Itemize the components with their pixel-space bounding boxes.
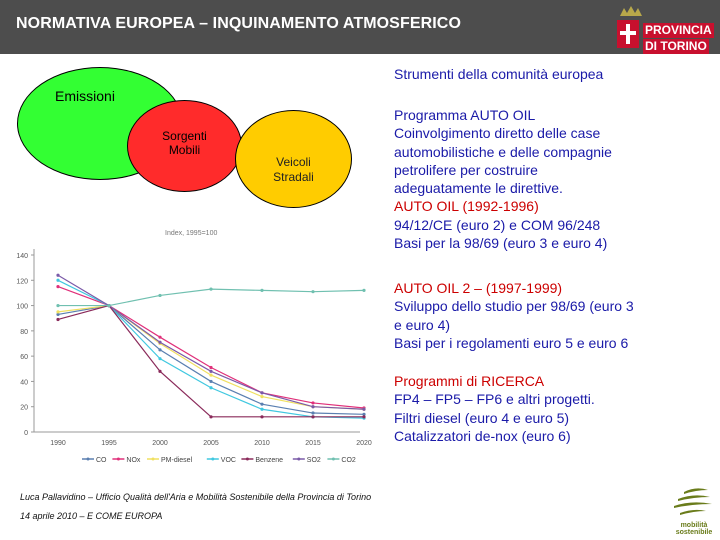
legend-marker-so2: [297, 458, 300, 461]
legend-label-benzene: Benzene: [255, 457, 284, 464]
series-line-pm-diesel: [58, 306, 364, 410]
page-title: NORMATIVA EUROPEA – INQUINAMENTO ATMOSFERICO: [16, 15, 462, 32]
block1-line-0: Programma AUTO OIL: [394, 107, 536, 123]
series-point-pm-diesel: [56, 310, 59, 313]
series-point-voc: [158, 357, 161, 360]
x-tick-label: 2000: [152, 440, 168, 447]
series-point-co2: [158, 294, 161, 297]
series-point-so2: [260, 391, 263, 394]
series-point-benzene: [209, 415, 212, 418]
block3-line-0: FP4 – FP5 – FP6 e altri progetti.: [394, 391, 595, 408]
legend-label-co2: CO2: [341, 457, 356, 464]
auto-oil-2-block: [394, 279, 634, 352]
legend-marker-nox: [117, 458, 120, 461]
y-tick-label: 0: [24, 430, 28, 437]
series-point-co2: [311, 290, 314, 293]
y-tick-label: 60: [20, 354, 28, 362]
series-point-co2: [107, 304, 110, 307]
x-tick-label: 1990: [50, 440, 66, 447]
block2-line-2: Basi per i regolamenti euro 5 e euro 6: [394, 334, 629, 351]
block2-heading: AUTO OIL 2 – (1997-1999): [394, 280, 563, 296]
series-point-benzene: [56, 318, 59, 321]
series-line-nox: [58, 287, 364, 408]
series-point-nox: [311, 401, 314, 404]
legend-marker-benzene: [246, 458, 249, 461]
emissions-index-chart: [0, 210, 380, 470]
series-point-co2: [260, 289, 263, 292]
legend-label-nox: NOx: [126, 457, 141, 464]
series-line-co: [58, 306, 364, 415]
mobilita-sostenibile-logo: [666, 486, 716, 538]
series-point-co: [209, 380, 212, 383]
legend-marker-pm-diesel: [152, 458, 155, 461]
x-tick-label: 2010: [254, 440, 270, 447]
auto-oil-block: [394, 106, 612, 252]
series-point-so2: [362, 408, 365, 411]
series-point-so2: [311, 405, 314, 408]
series-point-nox: [158, 336, 161, 339]
block1-line-b-0: 94/12/CE (euro 2) e COM 96/248: [394, 216, 601, 233]
block2-line-0: Sviluppo dello studio per 98/69 (euro 3: [394, 298, 634, 315]
x-tick-label: 2020: [356, 440, 372, 447]
x-tick-label: 1995: [101, 440, 117, 447]
y-tick-label: 140: [16, 253, 28, 260]
series-point-so2: [56, 274, 59, 277]
block1-lines: [394, 106, 612, 197]
series-line-voc: [58, 280, 364, 418]
x-tick-label: 2015: [305, 440, 321, 447]
block1-line-2: automobilistiche e delle compagnie: [394, 143, 612, 160]
series-point-voc: [260, 408, 263, 411]
series-point-benzene: [158, 370, 161, 373]
chart-title: Index, 1995=100: [165, 230, 218, 237]
veicoli-stradali-label: [273, 155, 314, 185]
series-point-nox: [56, 285, 59, 288]
legend-marker-co: [87, 458, 90, 461]
y-tick-label: 80: [20, 328, 28, 336]
logo-word-mobilita: mobilità: [680, 522, 708, 529]
series-point-so2: [158, 341, 161, 344]
legend-marker-co2: [332, 458, 335, 461]
block1-line-b-1: Basi per la 98/69 (euro 3 e euro 4): [394, 235, 608, 252]
series-point-co2: [362, 289, 365, 292]
sorgenti-mobili-label: [162, 129, 207, 157]
series-point-co: [158, 348, 161, 351]
legend-label-so2: SO2: [306, 457, 321, 464]
legend-marker-voc: [211, 458, 214, 461]
mobili-label: Mobili: [168, 143, 201, 157]
cross-shield-icon: [617, 20, 639, 48]
veicoli-label: Veicoli: [276, 155, 311, 169]
legend-label-co: CO: [96, 457, 107, 464]
y-tick-label: 40: [20, 379, 28, 387]
sorgenti-mobili-ellipse: [127, 100, 242, 192]
block1-line-1: Coinvolgimento diretto delle case: [394, 125, 601, 142]
section-subtitle: Strumenti della comunità europea: [394, 66, 604, 82]
stradali-label: Stradali: [273, 170, 314, 184]
logo-word-sostenibile: sostenibile: [675, 529, 713, 536]
series-point-co2: [56, 304, 59, 307]
legend-label-voc: VOC: [220, 457, 236, 464]
footer-date: 14 aprile 2010 – E COME EUROPA: [20, 511, 163, 521]
block2-lines: [394, 297, 634, 352]
logo-text-provincia: PROVINCIA: [645, 23, 712, 37]
series-point-co: [311, 411, 314, 414]
footer-author: Luca Pallavidino – Ufficio Qualità dell'Aria e Mobilità Sostenibile della Provincia di Torino: [20, 492, 372, 502]
series-point-co: [260, 403, 263, 406]
series-point-pm-diesel: [260, 395, 263, 398]
series-point-pm-diesel: [209, 374, 212, 377]
series-point-nox: [209, 366, 212, 369]
block1-lines-2: [394, 216, 612, 253]
block1-line-4: adeguatamente le direttive.: [394, 180, 563, 197]
series-point-voc: [56, 279, 59, 282]
header-bar: [0, 0, 720, 54]
series-point-co2: [209, 288, 212, 291]
provincia-logo: [614, 4, 714, 53]
logo-text: [672, 522, 716, 536]
crown-icon: [618, 4, 644, 18]
block3-heading: Programmi di RICERCA: [394, 373, 545, 389]
block3-line-1: Filtri diesel (euro 4 e euro 5): [394, 409, 570, 426]
block1-line-3: petrolifere per costruire: [394, 161, 538, 178]
block3-lines: [394, 390, 595, 445]
emissioni-label: Emissioni: [55, 88, 115, 104]
block3-line-2: Catalizzatori de-nox (euro 6): [394, 427, 571, 444]
y-tick-label: 100: [16, 303, 28, 311]
y-tick-label: 120: [16, 278, 28, 286]
y-tick-label: 20: [20, 404, 28, 412]
ricerca-block: [394, 372, 595, 445]
series-point-so2: [209, 370, 212, 373]
block1-red-lines: [394, 197, 612, 215]
series-point-benzene: [311, 415, 314, 418]
legend-label-pm-diesel: PM-diesel: [161, 457, 193, 464]
leaf-stripes-icon: [666, 486, 716, 522]
x-tick-label: 2005: [203, 440, 219, 447]
sorgenti-label: Sorgenti: [162, 129, 207, 143]
series-point-benzene: [260, 415, 263, 418]
series-point-voc: [209, 386, 212, 389]
block2-line-1: e euro 4): [394, 316, 451, 333]
block1-red-line-0: AUTO OIL (1992-1996): [394, 198, 539, 215]
logo-text-torino: DI TORINO: [645, 39, 707, 53]
series-point-benzene: [362, 415, 365, 418]
veicoli-stradali-ellipse: [235, 110, 352, 208]
series-line-benzene: [58, 306, 364, 417]
